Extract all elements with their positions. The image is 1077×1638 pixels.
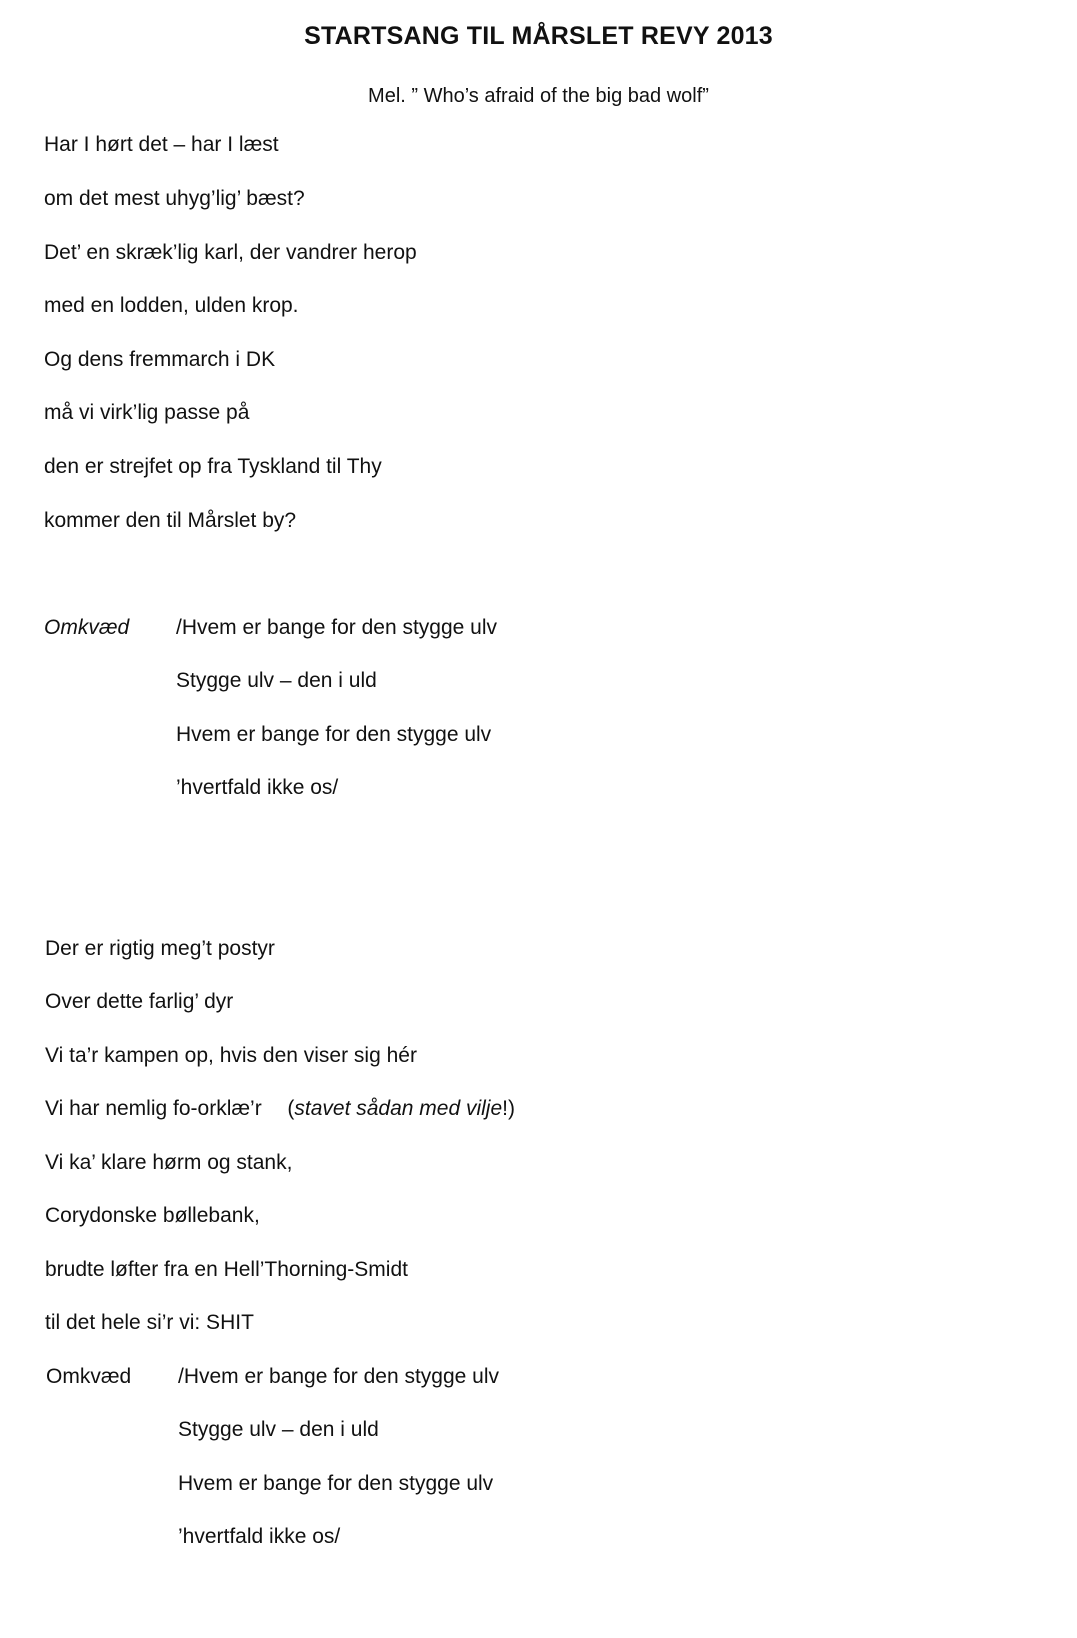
annotation-close-paren: !) (502, 1097, 515, 1120)
chorus1-line: ’hvertfald ikke os/ (176, 776, 339, 799)
song-title: STARTSANG TIL MÅRSLET REVY 2013 (304, 22, 773, 50)
chorus-label: Omkvæd (46, 1365, 132, 1388)
verse2-line: til det hele si’r vi: SHIT (45, 1311, 254, 1334)
melody-note: Mel. ” Who’s afraid of the big bad wolf” (368, 85, 709, 107)
annotation-note: stavet sådan med vilje (294, 1097, 503, 1120)
verse1-line: Og dens fremmarch i DK (44, 348, 276, 371)
chorus2-line: Hvem er bange for den stygge ulv (178, 1472, 494, 1495)
verse2-line: brudte løfter fra en Hell’Thorning-Smidt (45, 1258, 408, 1281)
verse2-line: Over dette farlig’ dyr (45, 990, 234, 1013)
verse1-line: med en lodden, ulden krop. (44, 294, 299, 317)
chorus2-line: ’hvertfald ikke os/ (178, 1525, 341, 1548)
verse2-line: Der er rigtig meg’t postyr (45, 937, 275, 960)
chorus2-line: Stygge ulv – den i uld (178, 1418, 379, 1441)
verse1-line: Har I hørt det – har I læst (44, 133, 279, 156)
verse2-line-with-note (45, 1096, 515, 1122)
chorus-label: Omkvæd (44, 616, 130, 639)
verse1-line: kommer den til Mårslet by? (44, 509, 297, 532)
verse2-line4-text: Vi har nemlig fo-orklæ’r (45, 1097, 262, 1120)
annotation-open-paren: ( (287, 1097, 295, 1120)
chorus1-line: Hvem er bange for den stygge ulv (176, 723, 492, 746)
chorus1-line: Stygge ulv – den i uld (176, 669, 377, 692)
verse1-line: må vi virk’lig passe på (44, 401, 250, 424)
chorus1-line: /Hvem er bange for den stygge ulv (176, 616, 498, 639)
verse2-line: Corydonske bøllebank, (45, 1204, 260, 1227)
verse1-line: om det mest uhyg’lig’ bæst? (44, 187, 305, 210)
verse2-line: Vi ka’ klare hørm og stank, (45, 1151, 293, 1174)
verse2-line: Vi ta’r kampen op, hvis den viser sig hér (45, 1044, 417, 1067)
chorus2-line: /Hvem er bange for den stygge ulv (178, 1365, 500, 1388)
verse1-line: Det’ en skræk’lig karl, der vandrer herop (44, 241, 417, 264)
verse1-line: den er strejfet op fra Tyskland til Thy (44, 455, 382, 478)
